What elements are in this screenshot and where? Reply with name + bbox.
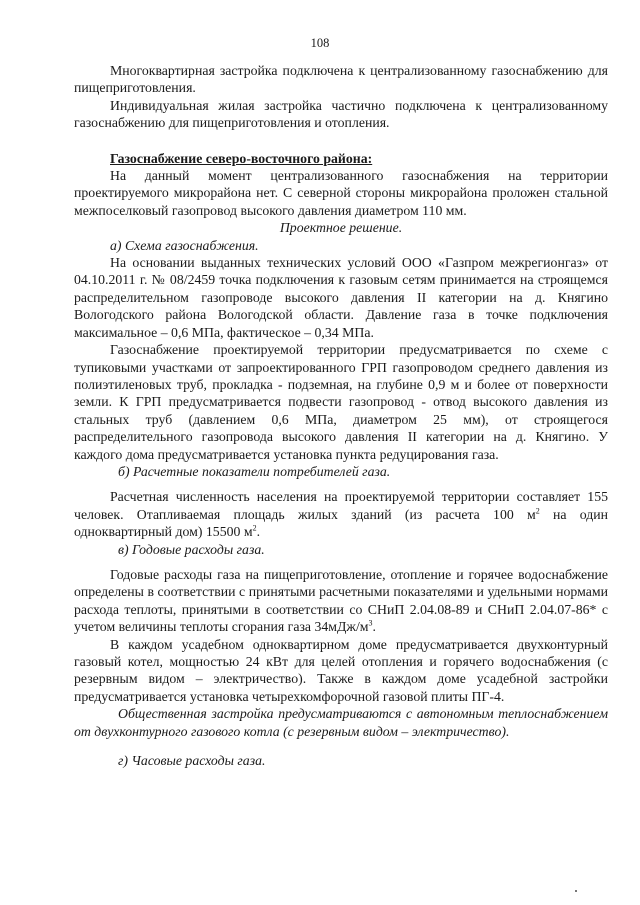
superscript-m2-2: 2 — [252, 523, 257, 533]
document-body — [74, 62, 608, 769]
superscript-m3: 3 — [368, 618, 373, 628]
subsection-c-title: в) Годовые расходы газа. — [118, 541, 265, 557]
population-text-2: на один одноквартирный дом) 15500 м — [74, 506, 608, 540]
superscript-m2-1: 2 — [535, 506, 540, 516]
subsection-a-title: а) Схема газоснабжения. — [110, 237, 259, 253]
subsection-d-title: г) Часовые расходы газа. — [118, 753, 266, 769]
scan-speck — [575, 890, 577, 892]
annual-text-1: Годовые расходы газа на пищеприготовление, отопление и горячее водоснабжение определены в соответствии с принятыми расчетными показателями и удельными нормами расхода теплоты, принятыми в соответствии со СНиП 2.04.08-89 и СНиП 2.04.07-86* с учетом величины теплоты сгорания газа 34мДж/м — [74, 566, 608, 635]
section-heading-text: Газоснабжение северо-восточного района: — [110, 150, 373, 166]
paragraph-annual-consumption — [74, 566, 608, 636]
paragraph-individual-housing: Индивидуальная жилая застройка частично подключена к централизованному газоснабжению для пищеприготовления и отопления. — [74, 97, 608, 131]
section-heading — [74, 150, 608, 167]
paragraph-population — [74, 488, 608, 540]
population-text-3: . — [256, 524, 261, 540]
page-number: 108 — [310, 36, 330, 50]
annual-text-2: . — [372, 619, 376, 635]
subsection-b-title: б) Расчетные показатели потребителей газа. — [118, 463, 391, 479]
paragraph-connection-conditions: На основании выданных технических условий ООО «Газпром межрегионгаз» от 04.10.2011 г. № 08/2459 точка подключения к газовым сетям принимается на строящемся распределительном газопроводе высокого давления II категории на д. Княгино Вологодского района Вологодской области. Давление газа в точке подключения максимальное – 0,6 МПа, фактическое – 0,34 МПа. — [74, 255, 608, 340]
population-text-1: Расчетная численность населения на проектируемой территории составляет 155 человек. Отапливаемая площадь жилых зданий (из расчета 100 м — [74, 489, 608, 522]
paragraph-supply-scheme: Газоснабжение проектируемой территории предусматривается по схеме с тупиковыми участками от запроектированного ГРП газопроводом среднего давления из полиэтиленовых труб, прокладка - подземная, на глубине 0,9 м и более от поверхности земли. К ГРП предусматривается подвести газопровод - отвод высокого давления из стальных труб (давлением 0,6 МПа, диаметром 25 мм), от строящегося распределительного газопровода высокого давления II категории на д. Княгино. У каждого дома предусматривается установка пункта редуцирования газа. — [74, 342, 608, 462]
project-decision-title: Проектное решение. — [279, 220, 403, 236]
paragraph-public-buildings: Общественная застройка предусматриваются с автономным теплоснабжением от двухконтурного газового котла (с резервным видом – электричество). — [74, 706, 608, 739]
paragraph-boilers: В каждом усадебном одноквартирном доме предусматривается двухконтурный газовый котел, мощностью 24 кВт для целей отопления и горячего водоснабжения (с резервным видом – электричество). Также в каждом доме усадебной застройки предусматривается установка четырехкомфорочной газовой плиты ПГ-4. — [74, 636, 608, 704]
paragraph-multiapartment: Многоквартирная застройка подключена к централизованному газоснабжению для пищеприготовления. — [74, 63, 608, 96]
paragraph-current-state: На данный момент централизованного газоснабжения на территории проектируемого микрорайона нет. С северной стороны микрорайона проложен стальной межпоселковый газопровод высокого давления диаметром 110 мм. — [74, 168, 608, 218]
